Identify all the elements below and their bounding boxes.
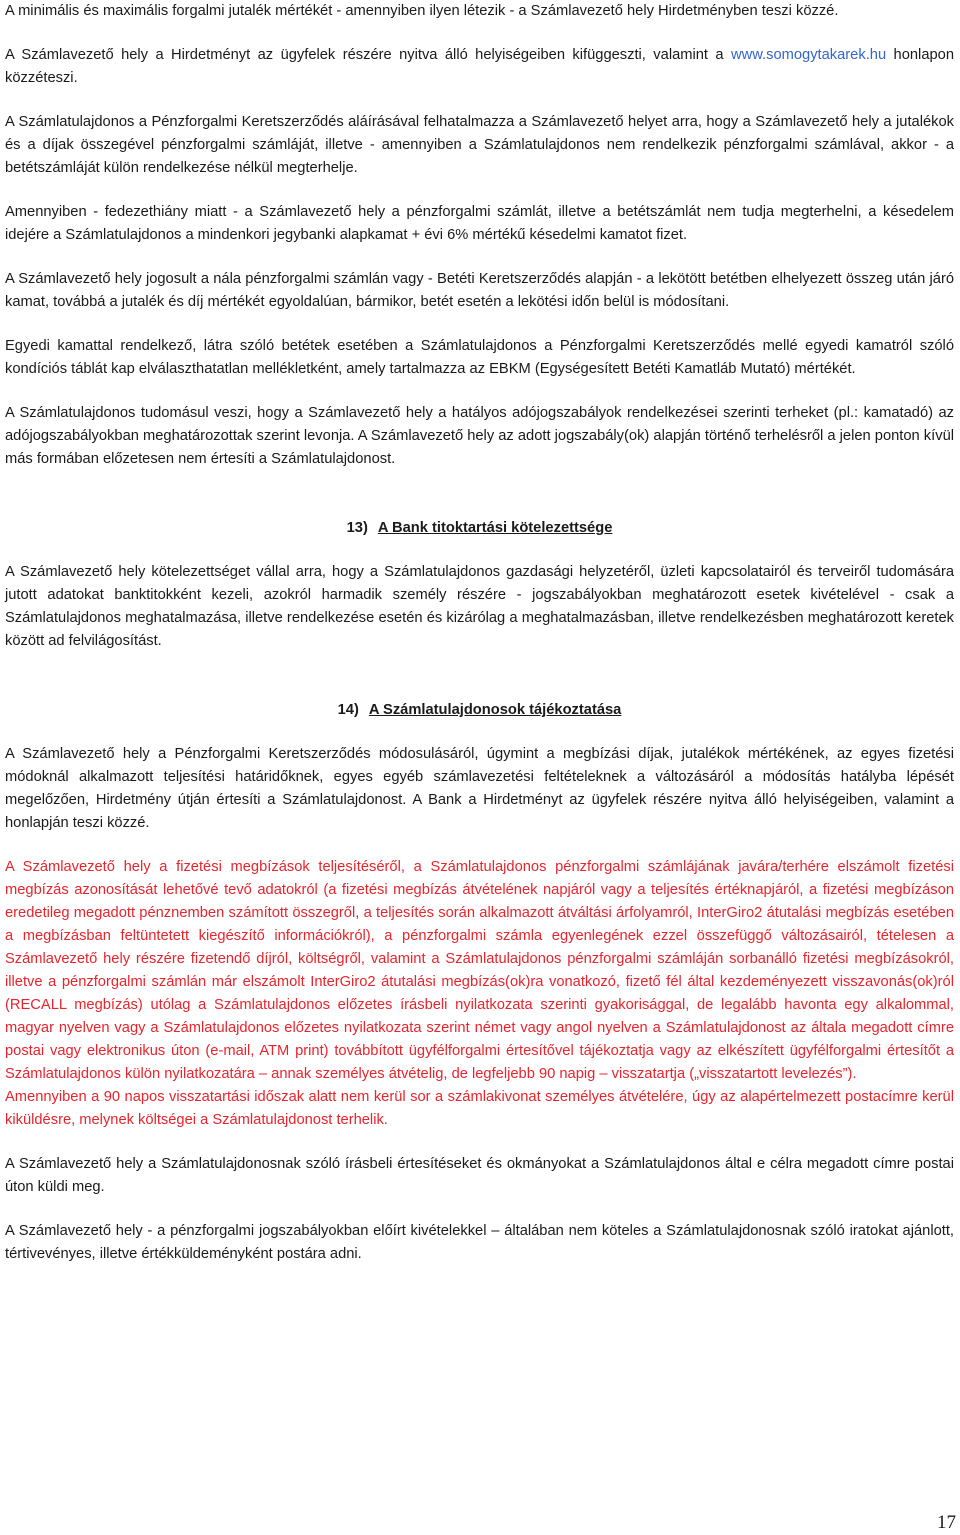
section-13-title: A Bank titoktartási kötelezettsége (377, 520, 613, 536)
paragraph-individual-interest: Egyedi kamattal rendelkező, látra szóló betétek esetében a Számlatulajdonos a Pénzforgalmi Keretszerződés mellé egyedi kamatról szóló kondíciós táblát kap elválaszthatatlan mellékletként, amely tartalmazza az EBKM (Egységesített Betéti Kamatláb Mutató) mértékét. (5, 338, 954, 377)
paragraph-contract-changes: A Számlavezető hely a Pénzforgalmi Keretszerződés módosulásáról, úgymint a megbízási díjak, jutalékok mértékének, az egyes fizetési módoknál alkalmazott teljesítési határidőknek, egyes egyéb számlavezetési feltételeknek a változásáról a módosítás hatályba lépését megelőzően, Hirdetmény útján értesíti a Számlatulajdonost. A Bank a Hirdetményt az ügyfelek részére nyitva álló helyiségeiben, valamint a honlapján teszi közzé. (5, 746, 954, 831)
website-link[interactable]: www.somogytakarek.hu (731, 47, 887, 63)
announcement-text-after: honlapon közzéteszi. (5, 47, 954, 86)
paragraph-bank-secrecy: A Számlavezető hely kötelezettséget vállal arra, hogy a Számlatulajdonos gazdasági helyzetéről, üzleti kapcsolatairól és terveiről tudomására jutott adatokat banktitokként kezeli, azokról harmadik személy részére - jogszabályokban meghatározott esetek kivételével - csak a Számlatulajdonos meghatalmazása, illetve rendelkezése esetén és kizárólag a meghatalmazásban, illetve rendelkezésben meghatározott keretek között ad felvilágosítást. (5, 564, 954, 649)
page-number: 17 (937, 1512, 956, 1533)
paragraph-late-interest: Amennyiben - fedezethiány miatt - a Számlavezető hely a pénzforgalmi számlát, illetve a betétszámlát nem tudja megterhelni, a késedelem idejére a Számlatulajdonos a mindenkori jegybanki alapkamat + évi 6% mértékű késedelmi kamatot fizet. (5, 204, 954, 243)
section-13-number: 13) (346, 520, 368, 536)
paragraph-retention-period: Amennyiben a 90 napos visszatartási időszak alatt nem kerül sor a számlakivonat személyes átvételére, úgy az alapértelmezett postacímre kerül kiküldésre, melynek költségei a Számlatulajdonost terhelik. (5, 1089, 954, 1128)
section-13-heading (5, 517, 954, 540)
paragraph-rate-modification: A Számlavezető hely jogosult a nála pénzforgalmi számlán vagy - Betéti Keretszerződés alapján - a lekötött betétben elhelyezett összeg után járó kamat, továbbá a jutalék és díj mértékét egyoldalúan, bármikor, betét esetén a lekötési időn belül is módosítani. (5, 271, 954, 310)
paragraph-commission-limits: A minimális és maximális forgalmi jutalék mértékét - amennyiben ilyen létezik - a Számlavezető hely Hirdetményben teszi közzé. (5, 3, 839, 19)
paragraph-debit-authorization: A Számlatulajdonos a Pénzforgalmi Keretszerződés aláírásával felhatalmazza a Számlavezető helyet arra, hogy a Számlavezető hely a jutalékok és a díjak összegével pénzforgalmi számláját, illetve - amennyiben a Számlatulajdonos nem rendelkezik pénzforgalmi számlával, akkor - a betétszámláját külön rendelkezése nélkül megterhelje. (5, 114, 954, 176)
paragraph-postal-notices: A Számlavezető hely a Számlatulajdonosnak szóló írásbeli értesítéseket és okmányokat a Számlatulajdonos által e célra megadott címre postai úton küldi meg. (5, 1156, 954, 1195)
section-14-heading (5, 699, 954, 722)
paragraph-announcement-publication (5, 44, 954, 90)
announcement-text-before: A Számlavezető hely a Hirdetményt az ügyfelek részére nyitva álló helyiségeiben kifüggeszti, valamint a (5, 47, 732, 63)
paragraph-statement-notification: A Számlavezető hely a fizetési megbízások teljesítéséről, a Számlatulajdonos pénzforgalmi számlájának javára/terhére elszámolt fizetési megbízás azonosítását lehetővé tevő adatokról (a fizetési megbízás átvételének napjáról vagy a teljesítés értéknapjáról, a fizetési megbízáson eredetileg megadott pénznemben számított összegről, a teljesítés során alkalmazott átváltási árfolyamról, InterGiro2 átutalási megbízás esetében a megbízásban feltüntetett kiegészítő információkról), a pénzforgalmi számla egyenlegének ezzel összefüggő változásairól, tételesen a Számlavezető hely részére fizetendő díjról, költségről, valamint a Számlatulajdonos pénzforgalmi számláján sorbanálló fizetési megbízásokról, illetve a pénzforgalmi számlán már elszámolt InterGiro2 átutalási megbízás(ok)ra vonatkozó, fizető fél által kezdeményezett visszavonás(ok)ról (RECALL megbízás) utólag a Számlatulajdonos előzetes írásbeli nyilatkozata szerinti gyakorisággal, de legalább havonta egy alkalommal, magyar nyelven vagy a Számlatulajdonos előzetes nyilatkozata szerint német vagy angol nyelven a Számlatulajdonost az általa megadott címre postai vagy elektronikus úton (e-mail, ATM print) továbbított ügyfélforgalmi értesítővel tájékoztatja vagy az elkészített ügyfélforgalmi értesítőt a Számlatulajdonos külön nyilatkozatára – annak személyes átvételig, de legfeljebb 90 napig – visszatartja („visszatartott levelezés”). (5, 859, 954, 1082)
section-14-title: A Számlatulajdonosok tájékoztatása (368, 702, 622, 718)
paragraph-registered-mail: A Számlavezető hely - a pénzforgalmi jogszabályokban előírt kivételekkel – általában nem köteles a Számlatulajdonosnak szóló iratokat ajánlott, tértivevényes, illetve értékküldeményként postára adni. (5, 1223, 954, 1262)
paragraph-tax-deduction: A Számlatulajdonos tudomásul veszi, hogy a Számlavezető hely a hatályos adójogszabályok rendelkezései szerinti terheket (pl.: kamatadó) az adójogszabályokban meghatározottak szerint levonja. A Számlavezető hely az adott jogszabály(ok) alapján történő terhelésről a jelen ponton kívül más formában előzetesen nem értesíti a Számlatulajdonost. (5, 405, 954, 467)
section-14-number: 14) (337, 702, 359, 718)
